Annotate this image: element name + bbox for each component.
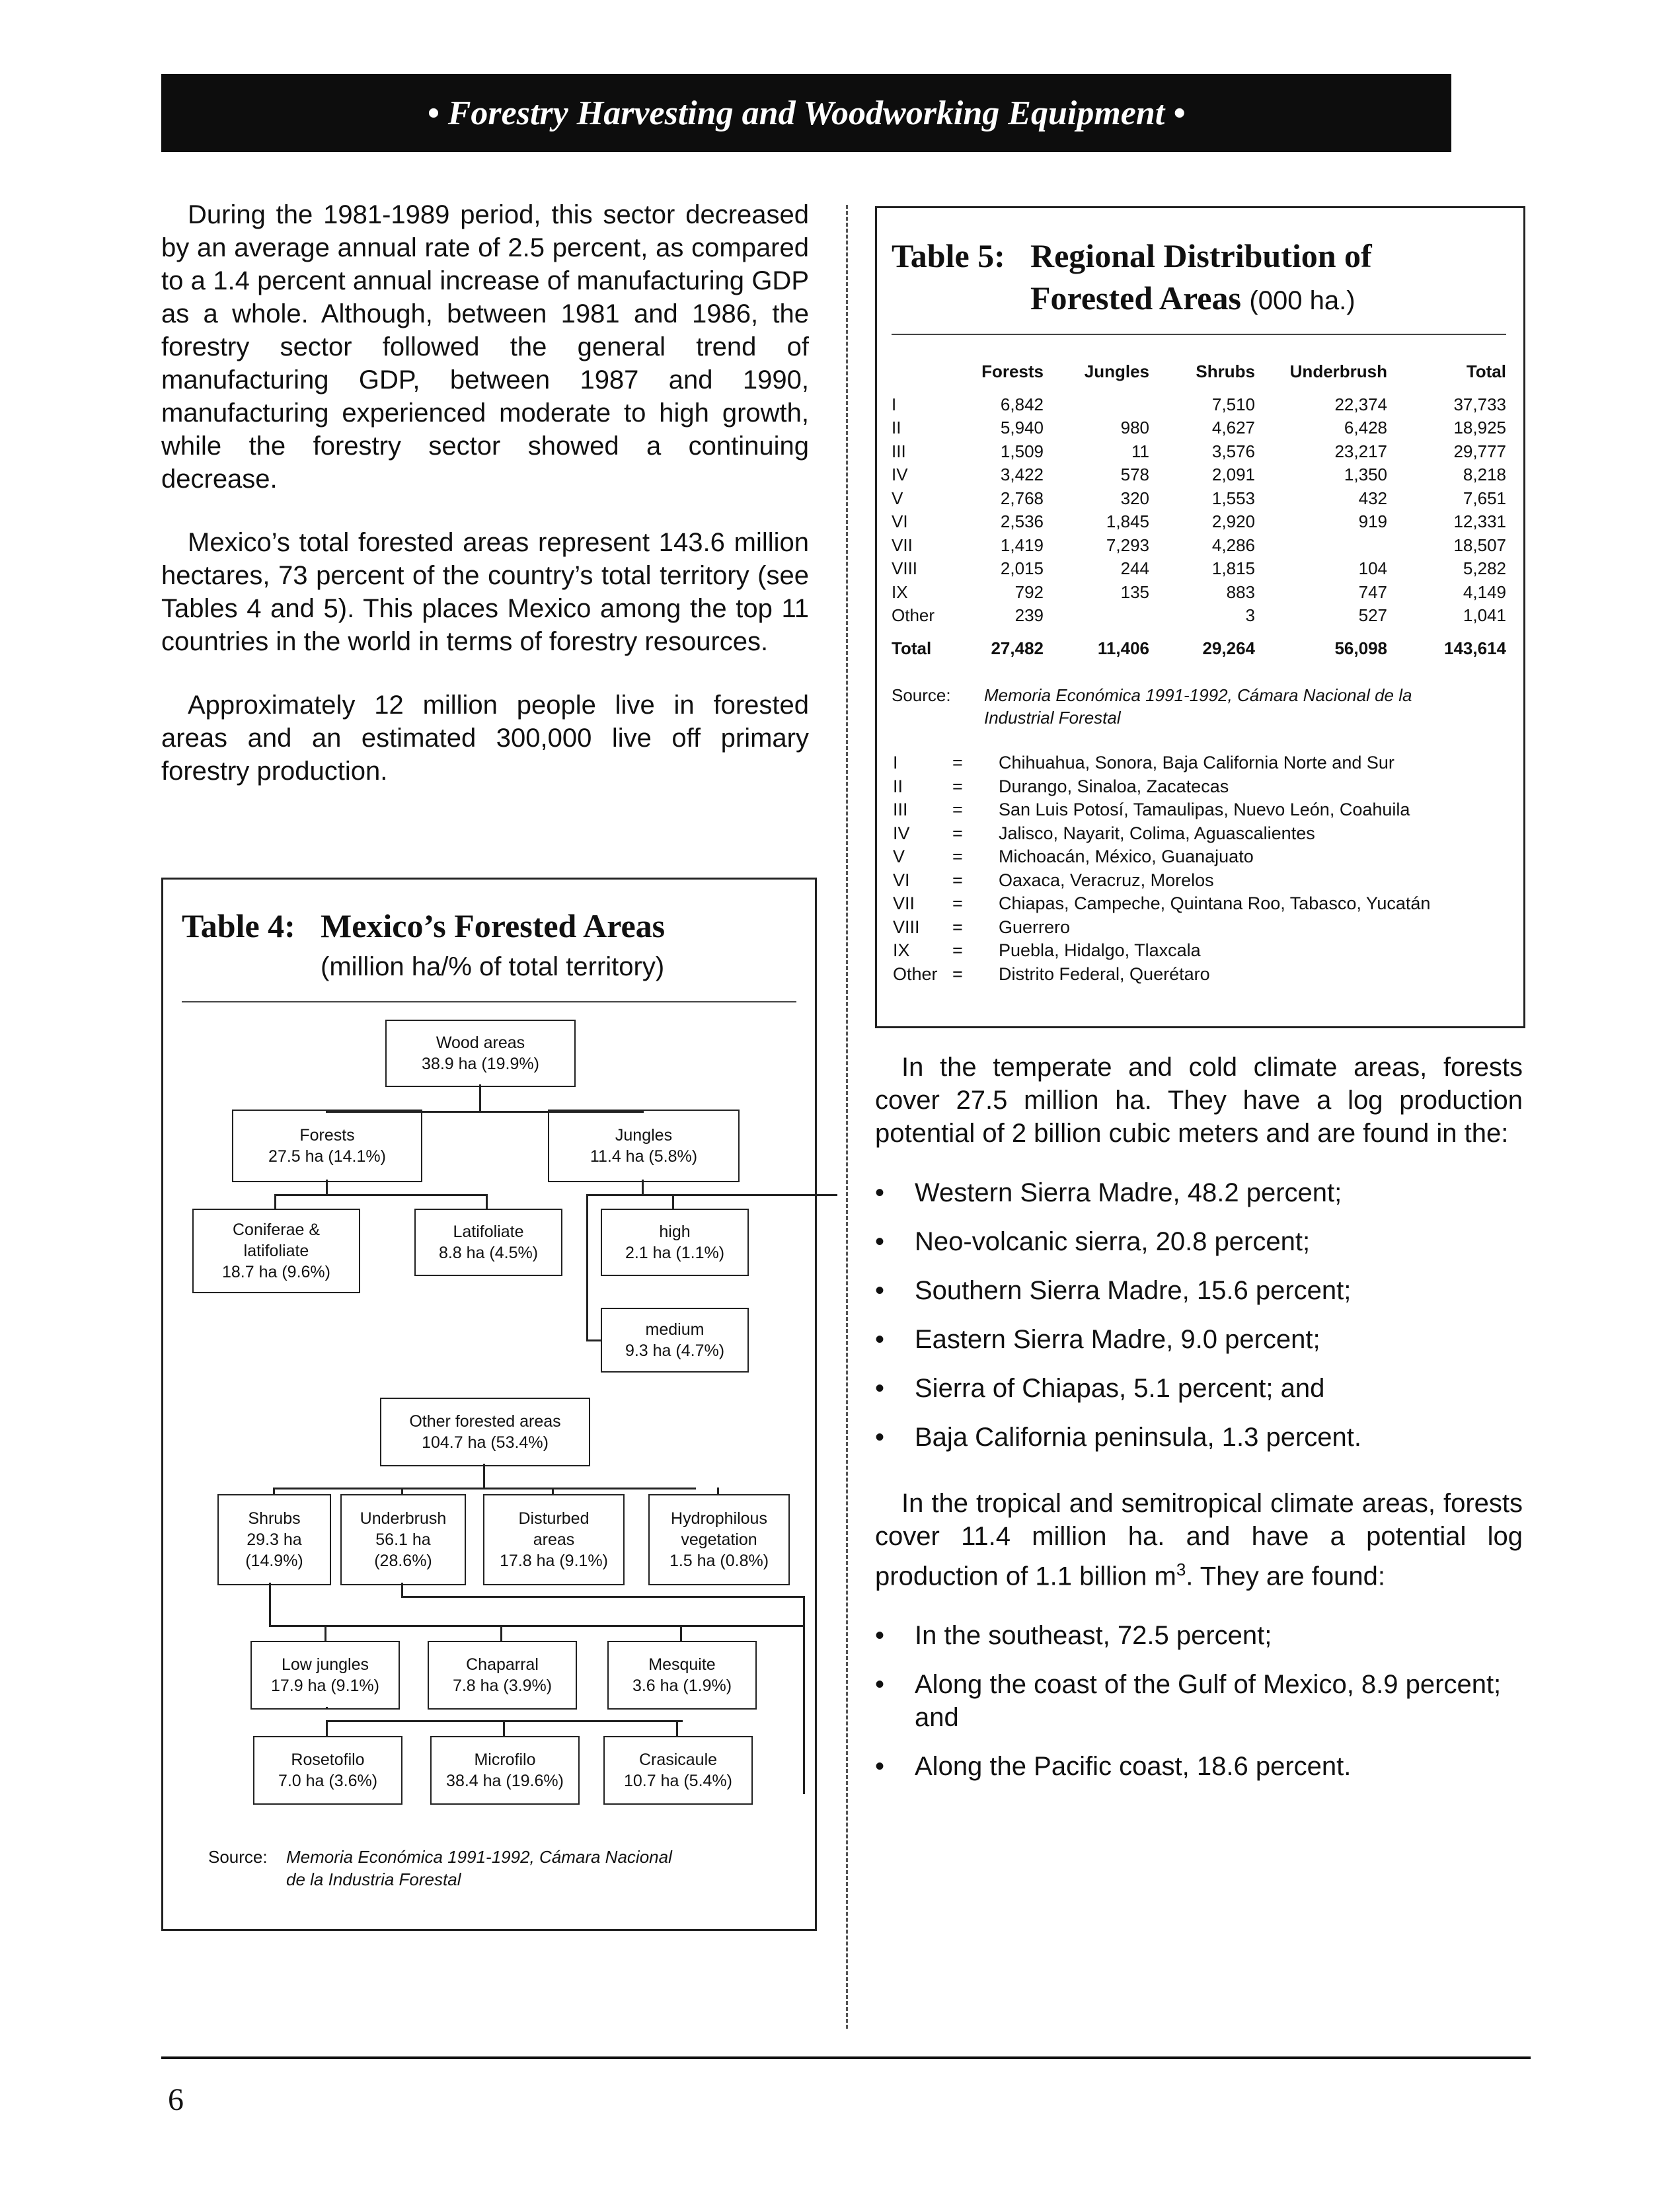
legend-row bbox=[893, 798, 1430, 822]
table-5-source-text: Memoria Económica 1991-1992, Cámara Nacional de la Industrial Forestal bbox=[984, 685, 1412, 728]
bullet-item: • In the southeast, 72.5 percent; bbox=[875, 1619, 1523, 1652]
table-cell: 747 bbox=[1358, 582, 1387, 602]
table-total-row bbox=[892, 637, 1506, 661]
connector-line bbox=[401, 1488, 403, 1494]
node-label: Crasicaule bbox=[638, 1751, 718, 1769]
node-label: Mesquite bbox=[648, 1655, 716, 1674]
table-cell: Underbrush bbox=[1289, 361, 1387, 382]
table-cell: 11 bbox=[1131, 441, 1149, 461]
node-label: 2.1 ha (1.1%) bbox=[625, 1244, 725, 1262]
node-label: Underbrush bbox=[360, 1509, 447, 1528]
source-label: Source: bbox=[892, 685, 951, 705]
table-cell: 23,217 bbox=[1334, 441, 1387, 461]
tree-node-disturbed bbox=[483, 1494, 625, 1585]
table-cell: 143,614 bbox=[1444, 638, 1506, 658]
bullet-item: • Southern Sierra Madre, 15.6 percent; bbox=[875, 1274, 1523, 1307]
node-label: areas bbox=[533, 1530, 575, 1549]
tree-node-medium bbox=[601, 1308, 749, 1373]
table-row bbox=[892, 440, 1506, 464]
node-label: 10.7 ha (5.4%) bbox=[624, 1772, 732, 1790]
table-cell: 1,509 bbox=[1000, 441, 1044, 461]
paragraph: Mexico’s total forested areas represent 143.6 million hectares, 73 percent of the country’s total territory (see Tables 4 and 5). This places Mexico among the top 11 countries in the world in terms of forestry resources. bbox=[161, 528, 809, 656]
legend-cell: IX bbox=[893, 940, 910, 961]
table-cell: VI bbox=[892, 511, 908, 532]
table-cell: 1,845 bbox=[1106, 511, 1149, 532]
table-cell: 104 bbox=[1358, 558, 1387, 579]
table-cell: 1,350 bbox=[1344, 465, 1387, 485]
node-label: Microfilo bbox=[474, 1751, 536, 1769]
legend-cell: Jalisco, Nayarit, Colima, Aguascalientes bbox=[999, 823, 1315, 843]
bullet-item: • Along the Pacific coast, 18.6 percent. bbox=[875, 1750, 1523, 1783]
node-label: 38.9 ha (19.9%) bbox=[422, 1055, 539, 1073]
table-cell: 2,768 bbox=[1000, 488, 1044, 508]
table-cell: 18,925 bbox=[1453, 418, 1506, 438]
legend-cell: = bbox=[952, 870, 963, 890]
table-unit: (000 ha.) bbox=[1249, 286, 1355, 315]
bullet-item: • Western Sierra Madre, 48.2 percent; bbox=[875, 1176, 1523, 1209]
table-4 bbox=[161, 878, 817, 1931]
table-cell: 432 bbox=[1358, 488, 1387, 508]
bullet-item: • Sierra of Chiapas, 5.1 percent; and bbox=[875, 1372, 1523, 1405]
table-cell: I bbox=[892, 394, 897, 414]
table-cell: 37,733 bbox=[1453, 394, 1506, 414]
table-row bbox=[892, 557, 1506, 581]
table-cell: 56,098 bbox=[1334, 638, 1387, 658]
table-unit: (million ha/% of total territory) bbox=[321, 952, 665, 981]
table-cell: 3,422 bbox=[1000, 465, 1044, 485]
connector-line bbox=[269, 1583, 271, 1625]
superscript: 3 bbox=[1176, 1560, 1186, 1579]
legend-cell: = bbox=[952, 963, 963, 984]
connector-line bbox=[325, 1625, 326, 1641]
legend-cell: Michoacán, México, Guanajuato bbox=[999, 847, 1254, 867]
table-cell: II bbox=[892, 418, 901, 438]
table-cell: 29,777 bbox=[1453, 441, 1506, 461]
tree-node-mesquite bbox=[607, 1641, 757, 1710]
connector-line bbox=[717, 1488, 719, 1494]
table-cell: 29,264 bbox=[1202, 638, 1255, 658]
legend-cell: Guerrero bbox=[999, 917, 1071, 937]
legend-row bbox=[893, 963, 1430, 987]
connector-line bbox=[503, 1720, 505, 1736]
connector-line bbox=[672, 1194, 674, 1209]
node-label: Rosetofilo bbox=[291, 1751, 365, 1769]
connector-line bbox=[274, 1194, 276, 1209]
legend-cell: IV bbox=[893, 823, 910, 843]
node-label: 27.5 ha (14.1%) bbox=[268, 1147, 386, 1166]
node-label: (14.9%) bbox=[245, 1552, 303, 1570]
node-label: Wood areas bbox=[436, 1034, 525, 1052]
node-label: Other forested areas bbox=[409, 1412, 561, 1431]
legend-cell: = bbox=[952, 776, 963, 796]
table-cell: 527 bbox=[1358, 605, 1387, 626]
node-label: 38.4 ha (19.6%) bbox=[446, 1772, 564, 1790]
table-cell: IX bbox=[892, 582, 908, 602]
legend-cell: Puebla, Hidalgo, Tlaxcala bbox=[999, 940, 1201, 961]
table-cell: 2,536 bbox=[1000, 511, 1044, 532]
table-cell: 2,015 bbox=[1000, 558, 1044, 579]
legend-cell: Oaxaca, Veracruz, Morelos bbox=[999, 870, 1214, 890]
connector-line bbox=[586, 1339, 601, 1341]
node-label: Forests bbox=[299, 1126, 355, 1145]
table-cell: IV bbox=[892, 465, 908, 485]
connector-line bbox=[326, 1707, 328, 1709]
table-cell: 7,510 bbox=[1211, 394, 1255, 414]
legend-cell: Other bbox=[893, 963, 938, 984]
footer-rule bbox=[161, 2056, 1531, 2059]
node-label: (28.6%) bbox=[374, 1552, 432, 1570]
table-4-source bbox=[208, 1846, 672, 1868]
connector-line bbox=[642, 1180, 644, 1194]
node-label: 104.7 ha (53.4%) bbox=[422, 1433, 549, 1452]
bullet-list bbox=[875, 1619, 1523, 1783]
table-cell: 4,627 bbox=[1211, 418, 1255, 438]
node-label: vegetation bbox=[681, 1530, 757, 1549]
table-cell: 5,282 bbox=[1463, 558, 1506, 579]
bullet-item: • Baja California peninsula, 1.3 percent. bbox=[875, 1421, 1523, 1454]
column-divider bbox=[846, 205, 848, 2029]
node-label: 3.6 ha (1.9%) bbox=[632, 1677, 732, 1695]
paragraph: Approximately 12 million people live in forested areas and an estimated 300,000 live off primary forestry production. bbox=[161, 691, 809, 786]
connector-line bbox=[274, 1194, 486, 1196]
table-cell: 883 bbox=[1226, 582, 1255, 602]
node-label: 56.1 ha bbox=[375, 1530, 431, 1549]
table-5-grid bbox=[892, 360, 1506, 660]
table-5 bbox=[875, 206, 1525, 1028]
table-cell: 3 bbox=[1245, 605, 1255, 626]
legend-cell: III bbox=[893, 800, 908, 820]
node-label: high bbox=[659, 1223, 691, 1241]
source-label: Source: bbox=[208, 1847, 268, 1867]
table-cell: 578 bbox=[1120, 465, 1149, 485]
legend-cell: Chiapas, Campeche, Quintana Roo, Tabasco, Yucatán bbox=[999, 893, 1431, 914]
tree-node-microfilo bbox=[430, 1736, 580, 1805]
node-label: 11.4 ha (5.8%) bbox=[590, 1147, 698, 1166]
table-row bbox=[892, 604, 1506, 628]
table-title-line: Regional Distribution of bbox=[1030, 237, 1372, 274]
table-cell: 244 bbox=[1120, 558, 1149, 579]
section-header bbox=[161, 74, 1451, 152]
node-label: 18.7 ha (9.6%) bbox=[222, 1263, 330, 1281]
table-5-source bbox=[892, 684, 984, 706]
table-cell: VIII bbox=[892, 558, 918, 579]
connector-line bbox=[326, 1111, 328, 1113]
paragraph: In the temperate and cold climate areas, forests cover 27.5 million ha. They have a log production potential of 2 billion cubic meters and are found in the: bbox=[875, 1053, 1523, 1148]
table-5-title bbox=[892, 235, 1372, 277]
table-cell: Total bbox=[892, 638, 932, 658]
table-label: Table 5: bbox=[892, 237, 1005, 274]
connector-line bbox=[326, 1720, 328, 1736]
table-cell: 11,406 bbox=[1097, 638, 1149, 658]
paragraph bbox=[875, 1487, 1523, 1593]
node-label: 7.0 ha (3.6%) bbox=[278, 1772, 378, 1790]
table-cell: Other bbox=[892, 605, 935, 626]
tree-node-high bbox=[601, 1209, 749, 1276]
legend-cell: = bbox=[952, 917, 963, 937]
table-cell: 6,428 bbox=[1344, 418, 1387, 438]
source-text: de la Industria Forestal bbox=[286, 1869, 461, 1889]
node-label: Hydrophilous bbox=[671, 1509, 767, 1528]
table-cell: 8,218 bbox=[1463, 465, 1506, 485]
forest-tree-diagram bbox=[163, 880, 815, 1929]
node-label: Disturbed bbox=[518, 1509, 590, 1528]
table-cell: 7,651 bbox=[1463, 488, 1506, 508]
connector-line bbox=[500, 1625, 502, 1641]
legend-cell: San Luis Potosí, Tamaulipas, Nuevo León, Coahuila bbox=[999, 800, 1410, 820]
connector-line bbox=[479, 1084, 481, 1112]
table-cell: III bbox=[892, 441, 906, 461]
legend-row bbox=[893, 892, 1430, 916]
tree-node-coniferae bbox=[192, 1209, 360, 1293]
legend-cell: I bbox=[893, 753, 898, 773]
table-row bbox=[892, 487, 1506, 511]
connector-line bbox=[273, 1488, 275, 1494]
node-label: 1.5 ha (0.8%) bbox=[669, 1552, 769, 1570]
paragraph: During the 1981-1989 period, this sector decreased by an average annual rate of 2.5 percent, as compared to a 1.4 percent annual increase of manufacturing GDP as a whole. Although, between 1981 and 1986, the forestry sector followed the general trend of manufacturing GDP, between 1987 and 1990, manufacturing experienced moderate to high growth, while the forestry sector showed a continuing decrease. bbox=[161, 200, 809, 494]
node-label: Chaparral bbox=[466, 1655, 539, 1674]
connector-line bbox=[586, 1194, 837, 1196]
legend-cell: = bbox=[952, 823, 963, 843]
tree-node-rosetofilo bbox=[253, 1736, 402, 1805]
connector-line bbox=[676, 1720, 678, 1736]
table-cell: 135 bbox=[1120, 582, 1149, 602]
table-title-line: Mexico’s Forested Areas bbox=[321, 907, 666, 944]
table-cell: 6,842 bbox=[1000, 394, 1044, 414]
table-cell: V bbox=[892, 488, 903, 508]
table-cell: 12,331 bbox=[1453, 511, 1506, 532]
legend-cell: VIII bbox=[893, 917, 920, 937]
table-cell: 22,374 bbox=[1334, 394, 1387, 414]
paragraph-text: In the tropical and semitropical climate areas, forests cover 11.4 million ha. and have a potential log production of 1.1 billion m bbox=[875, 1489, 1523, 1591]
legend-row bbox=[893, 916, 1430, 940]
table-cell: 27,482 bbox=[991, 638, 1044, 658]
legend-cell: II bbox=[893, 776, 903, 796]
legend-cell: = bbox=[952, 847, 963, 867]
table-cell: 320 bbox=[1120, 488, 1149, 508]
node-label: medium bbox=[645, 1320, 705, 1339]
tree-node-underbrush bbox=[340, 1494, 466, 1585]
table-cell: 1,419 bbox=[1000, 535, 1044, 555]
connector-line bbox=[401, 1596, 804, 1598]
section-title: • Forestry Harvesting and Woodworking Equipment • bbox=[427, 94, 1186, 132]
table-cell: 4,149 bbox=[1463, 582, 1506, 602]
table-cell: Jungles bbox=[1084, 361, 1149, 382]
legend-row bbox=[893, 845, 1430, 869]
tree-node-hydro bbox=[648, 1494, 790, 1585]
node-label: Shrubs bbox=[248, 1509, 301, 1528]
node-label: 17.8 ha (9.1%) bbox=[500, 1552, 608, 1570]
connector-line bbox=[680, 1625, 682, 1641]
tree-node-forests bbox=[232, 1110, 422, 1182]
legend-cell: = bbox=[952, 940, 963, 961]
legend-row bbox=[893, 775, 1430, 799]
region-legend bbox=[893, 751, 1430, 986]
tree-node-jungles bbox=[548, 1110, 740, 1182]
legend-cell: VII bbox=[893, 893, 915, 914]
table-cell: 792 bbox=[1014, 582, 1044, 602]
bullet-item: • Eastern Sierra Madre, 9.0 percent; bbox=[875, 1323, 1523, 1356]
node-label: 17.9 ha (9.1%) bbox=[271, 1677, 379, 1695]
legend-cell: Durango, Sinaloa, Zacatecas bbox=[999, 776, 1229, 796]
connector-line bbox=[486, 1194, 488, 1209]
node-label: Jungles bbox=[615, 1126, 673, 1145]
connector-line bbox=[483, 1464, 485, 1488]
table-cell: 18,507 bbox=[1453, 535, 1506, 555]
table-cell: 919 bbox=[1358, 511, 1387, 532]
tree-node-chaparral bbox=[428, 1641, 577, 1710]
connector-line bbox=[552, 1488, 554, 1494]
connector-line bbox=[273, 1488, 696, 1489]
right-column bbox=[875, 1051, 1523, 1799]
connector-line bbox=[586, 1194, 588, 1339]
connector-line bbox=[326, 1180, 328, 1194]
node-label: Coniferae & bbox=[232, 1221, 321, 1239]
connector-line bbox=[642, 1111, 644, 1113]
paragraph-text: . They are found: bbox=[1186, 1562, 1385, 1591]
table-title-line: Forested Areas bbox=[1030, 280, 1241, 317]
bullet-item: • Along the coast of the Gulf of Mexico, 8.9 percent; and bbox=[875, 1668, 1523, 1734]
table-row bbox=[892, 416, 1506, 440]
table-cell: 2,091 bbox=[1211, 465, 1255, 485]
legend-cell: V bbox=[893, 847, 905, 867]
bullet-list bbox=[875, 1176, 1523, 1454]
source-text: Memoria Económica 1991-1992, Cámara Nacional bbox=[286, 1847, 672, 1867]
table-cell: 3,576 bbox=[1211, 441, 1255, 461]
table-cell: 1,553 bbox=[1211, 488, 1255, 508]
legend-row bbox=[893, 751, 1430, 775]
table-cell: 1,815 bbox=[1211, 558, 1255, 579]
node-label: Low jungles bbox=[281, 1655, 369, 1674]
table-row bbox=[892, 463, 1506, 487]
table-cell: Total bbox=[1466, 361, 1506, 382]
table-cell: 239 bbox=[1014, 605, 1044, 626]
table-cell: 4,286 bbox=[1211, 535, 1255, 555]
table-row bbox=[892, 510, 1506, 534]
page-number: 6 bbox=[168, 2082, 184, 2117]
node-label: latifoliate bbox=[243, 1242, 309, 1260]
tree-node-low bbox=[250, 1641, 400, 1710]
legend-cell: = bbox=[952, 753, 963, 773]
node-label: 8.8 ha (4.5%) bbox=[438, 1244, 539, 1262]
bullet-item: • Neo-volcanic sierra, 20.8 percent; bbox=[875, 1225, 1523, 1258]
table-row bbox=[892, 581, 1506, 605]
title-rule bbox=[892, 334, 1506, 335]
table-5-title-2 bbox=[1030, 277, 1355, 322]
node-label: 29.3 ha bbox=[247, 1530, 302, 1549]
table-cell: 1,041 bbox=[1463, 605, 1506, 626]
node-label: 7.8 ha (3.9%) bbox=[452, 1677, 553, 1695]
legend-cell: Chihuahua, Sonora, Baja California Norte and Sur bbox=[999, 753, 1394, 773]
tree-node-shrubs bbox=[217, 1494, 331, 1585]
legend-row bbox=[893, 939, 1430, 963]
table-row bbox=[892, 393, 1506, 417]
table-row bbox=[892, 534, 1506, 558]
tree-node-other bbox=[380, 1398, 590, 1466]
left-column bbox=[161, 198, 809, 818]
table-header-row bbox=[892, 360, 1506, 384]
tree-node-latifoliate bbox=[414, 1209, 562, 1276]
node-label: 9.3 ha (4.7%) bbox=[625, 1341, 725, 1360]
legend-row bbox=[893, 822, 1430, 846]
legend-cell: Distrito Federal, Querétaro bbox=[999, 963, 1210, 984]
legend-row bbox=[893, 869, 1430, 893]
table-cell: VII bbox=[892, 535, 913, 555]
table-cell: Forests bbox=[981, 361, 1044, 382]
legend-cell: = bbox=[952, 893, 963, 914]
legend-cell: = bbox=[952, 800, 963, 820]
table-label: Table 4: bbox=[182, 907, 295, 944]
table-cell: 7,293 bbox=[1106, 535, 1149, 555]
node-label: Latifoliate bbox=[453, 1223, 524, 1241]
connector-line bbox=[326, 1111, 643, 1113]
table-cell: Shrubs bbox=[1196, 361, 1255, 382]
tree-node-crasicaule bbox=[603, 1736, 753, 1805]
tree-node-wood bbox=[385, 1020, 576, 1087]
table-cell: 2,920 bbox=[1211, 511, 1255, 532]
table-cell: 980 bbox=[1120, 418, 1149, 438]
connector-line bbox=[401, 1583, 403, 1596]
connector-line bbox=[803, 1596, 805, 1794]
legend-cell: VI bbox=[893, 870, 910, 890]
table-cell: 5,940 bbox=[1000, 418, 1044, 438]
connector-line bbox=[269, 1625, 804, 1627]
